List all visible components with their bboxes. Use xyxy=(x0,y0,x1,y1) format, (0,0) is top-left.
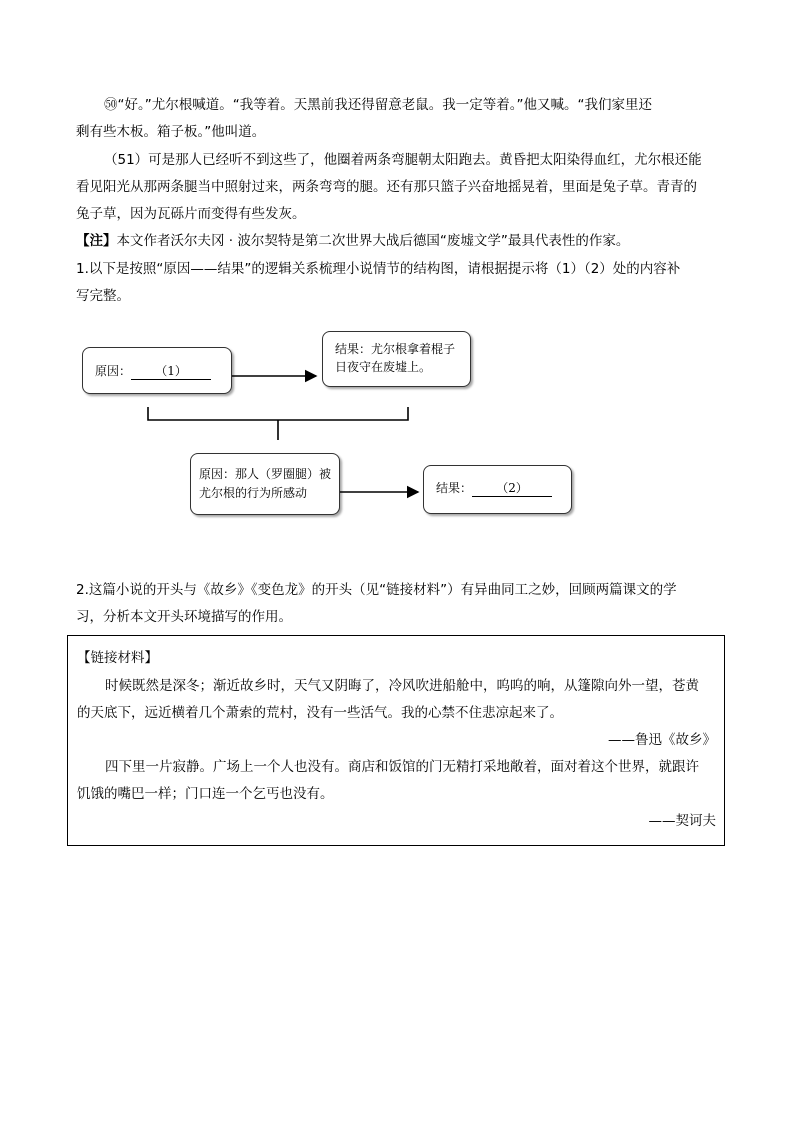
result-2-box xyxy=(423,465,572,514)
note-tag: 【注】 xyxy=(76,233,117,249)
cause-1-box xyxy=(82,347,232,394)
paragraph-51-line-2: 看见阳光从那两条腿当中照射过来，两条弯弯的腿。还有那只篮子兴奋地摇晃着，里面是兔子草。青青的 xyxy=(76,179,697,195)
note-text: 本文作者沃尔夫冈 · 波尔契特是第二次世界大战后德国“废墟文学”最具代表性的作家。 xyxy=(116,233,630,249)
cause-1-label: 原因： xyxy=(95,364,132,378)
link-text-1-line-2: 的天底下，远近横着几个萧索的荒村，没有一些活气。我的心禁不住悲凉起来了。 xyxy=(77,705,563,721)
link-text-2-line-2: 饥饿的嘴巴一样；门口连一个乞丐也没有。 xyxy=(77,786,334,802)
link-source-2: ——契诃夫 xyxy=(648,813,716,829)
result-1-line-1: 结果：尤尔根拿着棍子 xyxy=(335,342,456,356)
paragraph-50-line-2: 剩有些木板。箱子板。”他叫道。 xyxy=(76,124,266,140)
result-1-line-2: 日夜守在废墟上。 xyxy=(335,360,432,374)
cause-2-line-1: 原因：那人（罗圈腿）被 xyxy=(199,467,332,481)
link-material-box xyxy=(67,635,725,846)
cause-2-line-2: 尤尔根的行为所感动 xyxy=(199,486,308,500)
link-material-title: 【链接材料】 xyxy=(77,650,158,666)
link-source-1: ——鲁迅《故乡》 xyxy=(608,732,716,748)
brace xyxy=(148,407,408,440)
blank-1: （1） xyxy=(131,364,211,380)
link-text-2-line-1: 四下里一片寂静。广场上一个人也没有。商店和饭馆的门无精打采地敞着，面对着这个世界，就跟许 xyxy=(105,759,699,775)
paragraph-51-line-1: （51）可是那人已经听不到这些了，他圈着两条弯腿朝太阳跑去。黄昏把太阳染得血红，尤尔根还能 xyxy=(104,152,702,168)
question-1-line-2: 写完整。 xyxy=(76,288,130,304)
result-2-label: 结果： xyxy=(436,481,473,495)
result-1-box xyxy=(322,331,471,387)
paragraph-51-line-3: 兔子草，因为瓦砾片而变得有些发灰。 xyxy=(76,206,306,222)
diagram-connectors xyxy=(0,0,794,560)
cause-2-box xyxy=(190,453,340,515)
blank-2: （2） xyxy=(472,481,552,497)
paragraph-50-line-1: ㊿“好。”尤尔根喊道。“我等着。天黑前我还得留意老鼠。我一定等着。”他又喊。“我们家里还 xyxy=(104,97,652,113)
question-2-line-1: 2.这篇小说的开头与《故乡》《变色龙》的开头（见“链接材料”）有异曲同工之妙，回顾两篇课文的学 xyxy=(76,582,677,598)
link-text-1-line-1: 时候既然是深冬；渐近故乡时，天气又阴晦了，冷风吹进船舱中，呜呜的响，从篷隙向外一望，苍黄 xyxy=(105,678,699,694)
question-1-line-1: 1.以下是按照“原因——结果”的逻辑关系梳理小说情节的结构图，请根据提示将（1）（2）处的内容补 xyxy=(76,261,681,277)
question-2-line-2: 习，分析本文开头环境描写的作用。 xyxy=(76,609,292,625)
